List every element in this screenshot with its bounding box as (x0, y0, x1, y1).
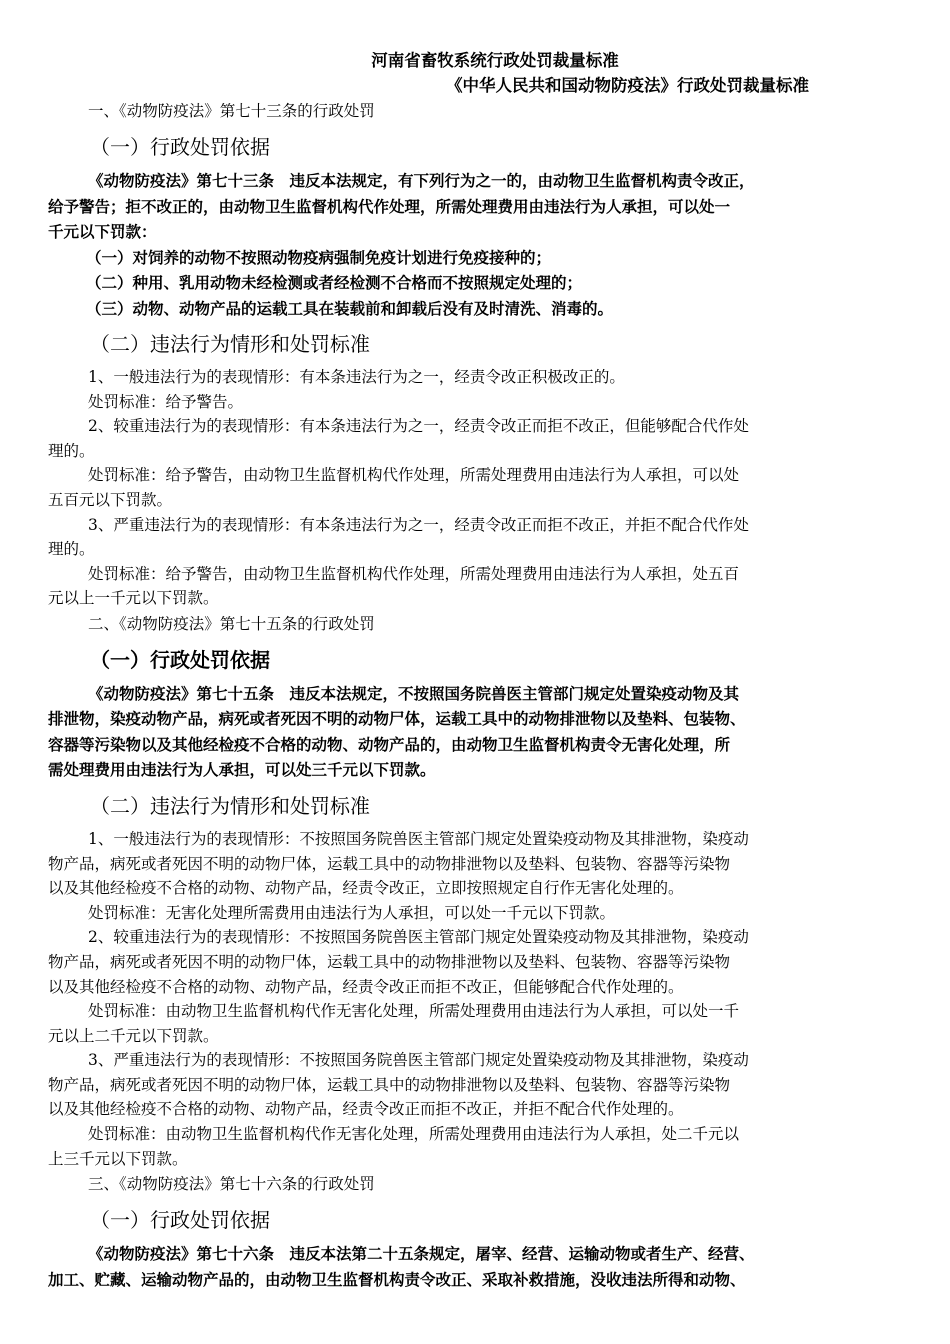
standard-line: 处罚标准：由动物卫生监督机构代作无害化处理，所需处理费用由违法行为人承担，可以处一千 (88, 1002, 740, 1021)
law-item: （二）种用、乳用动物未经检测或者经检测不合格而不按照规定处理的； (86, 273, 583, 292)
law-line: 给予警告；拒不改正的，由动物卫生监督机构代作处理，所需处理费用由违法行为人承担，可以处一 (48, 196, 731, 216)
standard-line: 1、一般违法行为的表现情形：有本条违法行为之一，经责令改正积极改正的。 (88, 368, 625, 386)
standard-line: 2、较重违法行为的表现情形：不按照国务院兽医主管部门规定处置染疫动物及其排泄物，染疫动 (88, 928, 749, 947)
standard-line: 元以上二千元以下罚款。 (48, 1026, 219, 1045)
standard-line: 物产品，病死或者死因不明的动物尸体，运载工具中的动物排泄物以及垫料、包装物、容器等污染物 (48, 1075, 731, 1094)
standard-text (48, 365, 902, 611)
law-text (48, 168, 902, 245)
law-text (48, 681, 902, 783)
standard-line: 元以上一千元以下罚款。 (48, 589, 219, 608)
law-item: （三）动物、动物产品的运载工具在装载前和卸载后没有及时清洗、消毒的。 (86, 298, 614, 318)
standard-line: 以及其他经检疫不合格的动物、动物产品，经责令改正而拒不改正，但能够配合代作处理的。 (48, 977, 684, 996)
standard-line: 以及其他经检疫不合格的动物、动物产品，经责令改正，立即按照规定自行作无害化处理的。 (48, 879, 684, 898)
section-heading: 二、《动物防疫法》第七十五条的行政处罚 (88, 614, 375, 633)
standard-line: 处罚标准：由动物卫生监督机构代作无害化处理，所需处理费用由违法行为人承担，处二千元以 (88, 1125, 740, 1144)
law-line: 排泄物，染疫动物产品，病死或者死因不明的动物尸体，运载工具中的动物排泄物以及垫料、包装物、 (48, 709, 746, 729)
basis-heading: （一）行政处罚依据 (90, 647, 270, 672)
law-line: 《动物防疫法》第七十三条 违反本法规定，有下列行为之一的，由动物卫生监督机构责令改正， (88, 171, 755, 190)
standard-line: 1、一般违法行为的表现情形：不按照国务院兽医主管部门规定处置染疫动物及其排泄物，染疫动 (88, 829, 749, 848)
basis-heading: （一）行政处罚依据 (90, 1208, 270, 1233)
law-line: 千元以下罚款： (48, 222, 157, 241)
standard-line: 3、严重违法行为的表现情形：有本条违法行为之一，经责令改正而拒不改正，并拒不配合代作处 (88, 515, 749, 534)
law-line: 《动物防疫法》第七十六条 违反本法第二十五条规定，屠宰、经营、运输动物或者生产、经营、 (88, 1244, 755, 1264)
standard-line: 处罚标准：给予警告。 (88, 392, 244, 411)
section-heading: 三、《动物防疫法》第七十六条的行政处罚 (88, 1175, 375, 1194)
standard-line: 处罚标准：给予警告，由动物卫生监督机构代作处理，所需处理费用由违法行为人承担，处五百 (88, 564, 740, 583)
law-line: 容器等污染物以及其他经检疫不合格的动物、动物产品的，由动物卫生监督机构责令无害化处理，所 (48, 734, 731, 754)
standard-heading: （二）违法行为情形和处罚标准 (90, 793, 370, 818)
document-title: 河南省畜牧系统行政处罚裁量标准 (371, 51, 619, 70)
law-item: （一）对饲养的动物不按照动物疫病强制免疫计划进行免疫接种的； (86, 247, 552, 267)
standard-line: 物产品，病死或者死因不明的动物尸体，运载工具中的动物排泄物以及垫料、包装物、容器等污染物 (48, 952, 731, 971)
standard-heading: （二）违法行为情形和处罚标准 (90, 332, 370, 356)
standard-line: 五百元以下罚款。 (48, 490, 173, 509)
standard-line: 以及其他经检疫不合格的动物、动物产品，经责令改正而拒不改正，并拒不配合代作处理的。 (48, 1100, 684, 1119)
law-line: 需处理费用由违法行为人承担，可以处三千元以下罚款。 (48, 760, 436, 780)
section-heading: 一、《动物防疫法》第七十三条的行政处罚 (88, 102, 375, 120)
standard-line: 处罚标准：给予警告，由动物卫生监督机构代作处理，所需处理费用由违法行为人承担，可以处 (88, 466, 740, 485)
standard-line: 理的。 (48, 441, 95, 460)
standard-line: 物产品，病死或者死因不明的动物尸体，运载工具中的动物排泄物以及垫料、包装物、容器等污染物 (48, 854, 731, 873)
standard-line: 处罚标准：无害化处理所需费用由违法行为人承担，可以处一千元以下罚款。 (88, 903, 616, 922)
standard-line: 上三千元以下罚款。 (48, 1149, 188, 1168)
standard-line: 理的。 (48, 540, 95, 559)
law-items (48, 245, 902, 322)
standard-text (48, 827, 902, 1171)
standard-line: 3、严重违法行为的表现情形：不按照国务院兽医主管部门规定处置染疫动物及其排泄物，染疫动 (88, 1051, 749, 1070)
law-line: 《动物防疫法》第七十五条 违反本法规定，不按照国务院兽医主管部门规定处置染疫动物及其 (88, 683, 740, 703)
law-text (48, 1241, 902, 1292)
standard-line: 2、较重违法行为的表现情形：有本条违法行为之一，经责令改正而拒不改正，但能够配合代作处 (88, 417, 749, 436)
basis-heading: （一）行政处罚依据 (90, 135, 270, 159)
document-subtitle: 《中华人民共和国动物防疫法》行政处罚裁量标准 (446, 76, 809, 95)
law-line: 加工、贮藏、运输动物产品的，由动物卫生监督机构责令改正、采取补救措施，没收违法所得和动物、 (48, 1269, 746, 1289)
